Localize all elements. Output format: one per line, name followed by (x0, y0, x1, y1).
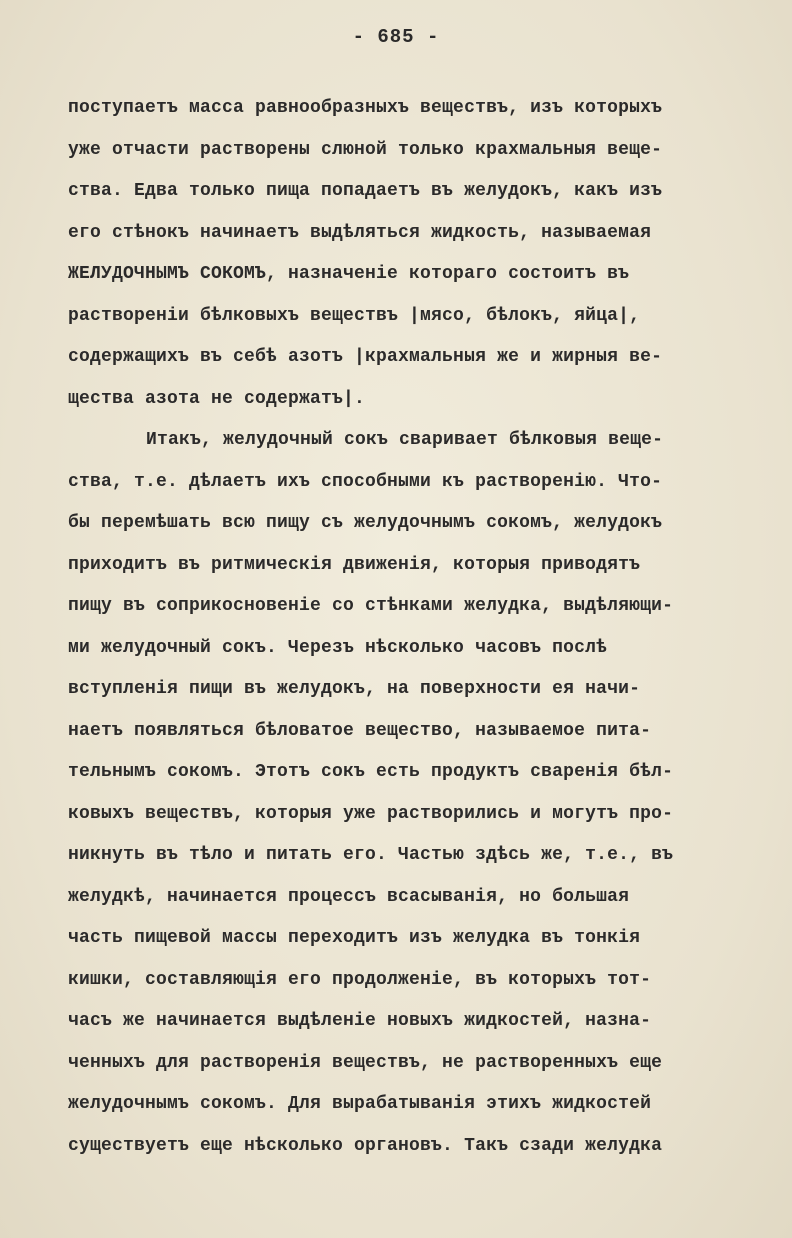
text-line: уже отчасти растворены слюной только крахмальныя веще- (68, 139, 663, 160)
text-line: наетъ появляться бѣловатое вещество, называемое пита- (68, 720, 652, 741)
text-line: ства. Едва только пища попадаетъ въ желудокъ, какъ изъ (68, 181, 663, 201)
text-line: бы перемѣшать всю пищу съ желудочнымъ сокомъ, желудокъ (68, 513, 663, 533)
text-line: Итакъ, желудочный сокъ сваривает бѣлковыя веще- (146, 430, 664, 450)
text-line: желудочнымъ сокомъ. Для вырабатыванiя этихъ жидкостей (68, 1094, 652, 1114)
text-line: поступаетъ масса равнообразныхъ веществъ, изъ которыхъ (68, 98, 663, 118)
text-line: приходитъ въ ритмическiя движенiя, которыя приводятъ (68, 554, 641, 575)
text-line: желудкѣ, начинается процессъ всасыванiя, но большая (68, 886, 630, 907)
text-line: часъ же начинается выдѣленiе новыхъ жидкостей, назна- (68, 1011, 652, 1031)
text-line: ства, т.е. дѣлаетъ ихъ способными къ растворенiю. Что- (68, 471, 663, 492)
text-line: ЖЕЛУДОЧНЫМЪ СОКОМЪ, назначенiе котораго состоитъ въ (68, 264, 630, 284)
text-line: содержащихъ въ себѣ азотъ |крахмальныя же и жирныя ве- (68, 347, 663, 367)
text-line: часть пищевой массы переходитъ изъ желудка въ тонкiя (68, 928, 641, 948)
paragraph-2 (68, 420, 768, 1167)
text-line: пищу въ соприкосновенiе со стѣнками желудка, выдѣляющи- (68, 596, 674, 616)
text-line: его стѣнокъ начинаетъ выдѣляться жидкость, называемая (68, 222, 652, 243)
text-line: тельнымъ сокомъ. Этотъ сокъ есть продуктъ сваренiя бѣл- (68, 762, 674, 782)
text-line: щества азота не содержатъ|. (68, 388, 366, 409)
body-text (68, 88, 768, 1167)
text-line: ченныхъ для растворенiя веществъ, не растворенныхъ еще (68, 1052, 663, 1073)
text-line: кишки, составляющiя его продолженiе, въ которыхъ тот- (68, 969, 652, 990)
text-line: никнуть въ тѣло и питать его. Частью здѣсь же, т.е., въ (68, 845, 674, 865)
text-line: вступленiя пищи въ желудокъ, на поверхности ея начи- (68, 679, 641, 699)
text-line: растворенiи бѣлковыхъ веществъ |мясо, бѣлокъ, яйца|, (68, 305, 641, 326)
text-line: ковыхъ веществъ, которыя уже растворились и могутъ про- (68, 803, 674, 824)
page-number: - 685 - (352, 26, 440, 48)
paragraph-1 (68, 88, 768, 420)
text-line: ми желудочный сокъ. Черезъ нѣсколько часовъ послѣ (68, 637, 608, 658)
text-line: существуетъ еще нѣсколько органовъ. Такъ сзади желудка (68, 1135, 663, 1156)
